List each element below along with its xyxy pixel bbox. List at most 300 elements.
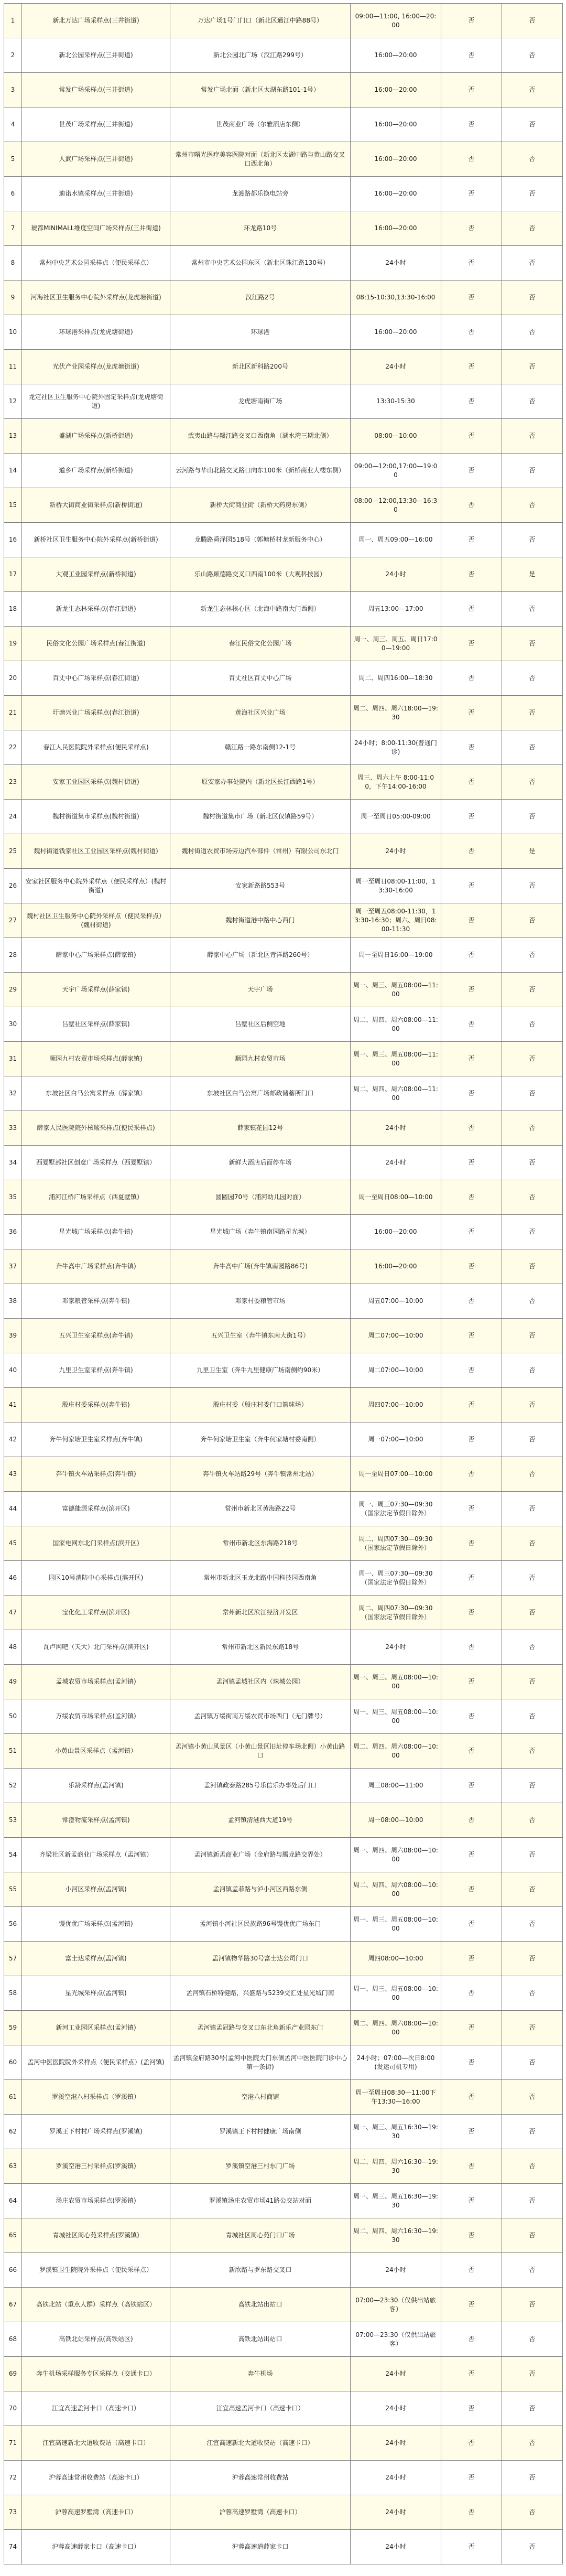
site-address: 龙渡路都乐换电站旁 xyxy=(170,177,351,211)
table-row xyxy=(4,661,563,696)
site-name: 奔牛机场采样服务专区采样点（交通卡口） xyxy=(22,2357,170,2391)
table-row xyxy=(4,454,563,488)
row-index: 12 xyxy=(4,384,22,419)
site-address: 孟河镇新孟商业广场（金府路与腾龙路交界处） xyxy=(170,1838,351,1872)
column-6-value: 否 xyxy=(502,2149,563,2184)
column-6-value: 否 xyxy=(502,107,563,142)
service-hours: 07:00—23:30（仅供出站旅客） xyxy=(351,2322,441,2357)
service-hours: 周一至周日08:00-11:00，13:30-16:00 xyxy=(351,869,441,903)
row-index: 35 xyxy=(4,1180,22,1215)
service-hours: 周一至周日07:00—10:00 xyxy=(351,1457,441,1492)
service-hours: 周一、周三、周五08:00—11:00 xyxy=(351,1042,441,1076)
service-hours: 周二07:00—10:00 xyxy=(351,1319,441,1353)
column-6-value: 否 xyxy=(502,2184,563,2218)
site-name: 星光城采样点(孟河镇) xyxy=(22,1976,170,2011)
site-address: 安家新路路553号 xyxy=(170,869,351,903)
column-6-value: 否 xyxy=(502,661,563,696)
table-row xyxy=(4,419,563,454)
column-5-value: 否 xyxy=(441,523,502,557)
column-6-value: 否 xyxy=(502,627,563,661)
site-name: 新河工业园区采样点(孟河镇) xyxy=(22,2011,170,2045)
column-5-value: 否 xyxy=(441,419,502,454)
row-index: 56 xyxy=(4,1907,22,1942)
table-row xyxy=(4,1007,563,1042)
column-5-value: 否 xyxy=(441,557,502,592)
site-name: 魏村街道集市采样点(魏村街道) xyxy=(22,800,170,834)
site-address: 原安家办事处院内（新北区长江西路1号） xyxy=(170,765,351,800)
column-5-value: 否 xyxy=(441,246,502,281)
row-index: 13 xyxy=(4,419,22,454)
table-row xyxy=(4,2045,563,2080)
column-6-value: 否 xyxy=(502,1146,563,1180)
table-row xyxy=(4,246,563,281)
site-address: 常州新北区滨江经济开发区 xyxy=(170,1596,351,1630)
site-name: 沪蓉高速常州收费站（高速卡口） xyxy=(22,2461,170,2495)
column-6-value: 否 xyxy=(502,1838,563,1872)
column-5-value: 否 xyxy=(441,1838,502,1872)
table-row xyxy=(4,1284,563,1319)
site-address: 罗溪镇王下村村健康广场南侧 xyxy=(170,2115,351,2149)
column-6-value: 否 xyxy=(502,1561,563,1596)
site-name: 圩塘兴业广场采样点(春江街道) xyxy=(22,696,170,730)
site-address: 魏村街道集市广场（新北区仅镇路59号） xyxy=(170,800,351,834)
column-5-value: 否 xyxy=(441,142,502,177)
column-6-value: 否 xyxy=(502,1076,563,1111)
site-address: 空港八村商铺 xyxy=(170,2080,351,2115)
row-index: 38 xyxy=(4,1284,22,1319)
row-index: 28 xyxy=(4,938,22,973)
site-name: 星光城广场采样点(奔牛镇) xyxy=(22,1215,170,1249)
site-address: 孟河镇孟冠路与交叉口东北角新乐产业园东门 xyxy=(170,2011,351,2045)
table-row xyxy=(4,1838,563,1872)
service-hours: 周一、周三、周五08:00—10:00 xyxy=(351,1699,441,1734)
site-name: 奔牛何家塘卫生室采样点(奔牛镇) xyxy=(22,1422,170,1457)
service-hours: 周一、周四、周六08:00—10:00 xyxy=(351,1838,441,1872)
row-index: 3 xyxy=(4,73,22,107)
column-6-value: 否 xyxy=(502,73,563,107)
site-address: 高铁北站出站口 xyxy=(170,2322,351,2357)
site-address: 常州市曙光医疗美容医院对面（新北区太湖中路与黄山路交叉口西北角） xyxy=(170,142,351,177)
site-address: 新鲜大酒店后面停车场 xyxy=(170,1146,351,1180)
column-5-value: 否 xyxy=(441,2357,502,2391)
site-name: 沪蓉高速薛家卡口（高速卡口） xyxy=(22,2530,170,2564)
site-address: 环龙路10号 xyxy=(170,211,351,246)
service-hours: 24小时 xyxy=(351,2253,441,2288)
column-5-value: 否 xyxy=(441,1249,502,1284)
site-address: 魏村街道港中路中心西门 xyxy=(170,903,351,938)
table-row xyxy=(4,1042,563,1076)
column-6-value: 否 xyxy=(502,2218,563,2253)
service-hours: 08:15-10:30,13:30-16:00 xyxy=(351,281,441,315)
service-hours: 08:00—10:00 xyxy=(351,419,441,454)
site-address: 龙虎塘南街广场 xyxy=(170,384,351,419)
site-address: 武夷山路与赣江路交叉口西南角（湖水湾三期北侧） xyxy=(170,419,351,454)
site-address: 江宜高速新北大道收费站（高速卡口） xyxy=(170,2426,351,2461)
table-row xyxy=(4,2391,563,2426)
table-row xyxy=(4,1492,563,1526)
row-index: 1 xyxy=(4,4,22,38)
row-index: 14 xyxy=(4,454,22,488)
site-name: 薛家人民医院院外核酸采样点(便民采样点) xyxy=(22,1111,170,1146)
table-row xyxy=(4,1976,563,2011)
site-address: 世茂商业广场（尔雅酒店东侧） xyxy=(170,107,351,142)
site-name: 青城社区周心苑采样点(罗溪镇) xyxy=(22,2218,170,2253)
table-row xyxy=(4,800,563,834)
row-index: 71 xyxy=(4,2426,22,2461)
site-name: 高铁北站采样点(高铁站区) xyxy=(22,2322,170,2357)
service-hours: 周二、周四、周六18:00—19:30 xyxy=(351,696,441,730)
service-hours: 24小时 xyxy=(351,2357,441,2391)
site-address: 新桥大街商业街（新桥大药房东侧） xyxy=(170,488,351,523)
row-index: 33 xyxy=(4,1111,22,1146)
column-6-value: 否 xyxy=(502,1422,563,1457)
row-index: 37 xyxy=(4,1249,22,1284)
table-row xyxy=(4,1180,563,1215)
site-address: 圆圆园70号（浦河幼儿园对面） xyxy=(170,1180,351,1215)
column-6-value: 否 xyxy=(502,281,563,315)
table-row xyxy=(4,2288,563,2322)
row-index: 19 xyxy=(4,627,22,661)
row-index: 73 xyxy=(4,2495,22,2530)
table-row xyxy=(4,1111,563,1146)
site-name: 万绥农贸市场采样点(孟河镇) xyxy=(22,1699,170,1734)
service-hours: 周一至周日08:30—11:00下午13:30—16:00 xyxy=(351,2080,441,2115)
column-5-value: 否 xyxy=(441,1769,502,1803)
site-address: 孟河镇万绥街南万绥农贸市场西门（无门牌号） xyxy=(170,1699,351,1734)
column-6-value: 否 xyxy=(502,1353,563,1388)
site-name: 孟城农贸市场采样点(孟河镇) xyxy=(22,1665,170,1699)
row-index: 63 xyxy=(4,2149,22,2184)
column-6-value: 否 xyxy=(502,2322,563,2357)
site-name: 乐龄采样点(孟河镇) xyxy=(22,1769,170,1803)
table-row xyxy=(4,1907,563,1942)
column-5-value: 否 xyxy=(441,696,502,730)
site-address: 常州市中央艺术公园东区（新北区珠江路130号） xyxy=(170,246,351,281)
site-name: 邓家粮管采样点(奔牛镇) xyxy=(22,1284,170,1319)
row-index: 59 xyxy=(4,2011,22,2045)
column-5-value: 否 xyxy=(441,1388,502,1422)
service-hours: 周一、周三07:30—09:30（国家法定节假日除外） xyxy=(351,1561,441,1596)
column-6-value: 否 xyxy=(502,1284,563,1319)
column-6-value: 否 xyxy=(502,488,563,523)
row-index: 58 xyxy=(4,1976,22,2011)
site-address: 新欣路与罗东路交叉口 xyxy=(170,2253,351,2288)
column-6-value: 否 xyxy=(502,2357,563,2391)
row-index: 36 xyxy=(4,1215,22,1249)
column-5-value: 否 xyxy=(441,903,502,938)
site-address: 高铁北站出站口 xyxy=(170,2288,351,2322)
column-6-value: 否 xyxy=(502,765,563,800)
column-6-value: 否 xyxy=(502,696,563,730)
site-name: 馒优优广场采样点(孟河镇) xyxy=(22,1907,170,1942)
column-6-value: 否 xyxy=(502,1492,563,1526)
site-name: 光伏产业园采样点(龙虎塘街道) xyxy=(22,350,170,384)
service-hours: 24小时；07:00—次日8:00(发运司机专用) xyxy=(351,2045,441,2080)
table-row xyxy=(4,1630,563,1665)
column-6-value: 否 xyxy=(502,2461,563,2495)
site-address: 沪蓉高速罗墅湾（高速卡口） xyxy=(170,2495,351,2530)
site-name: 吕墅社区采样点(薛家镇) xyxy=(22,1007,170,1042)
column-6-value: 否 xyxy=(502,1596,563,1630)
row-index: 70 xyxy=(4,2391,22,2426)
service-hours: 周一08:00—10:00 xyxy=(351,1803,441,1838)
site-address: 薛家中心广场（新北区青洋路260号） xyxy=(170,938,351,973)
column-5-value: 否 xyxy=(441,1561,502,1596)
row-index: 11 xyxy=(4,350,22,384)
column-5-value: 否 xyxy=(441,1422,502,1457)
site-name: 常澄物流采样点(孟河镇) xyxy=(22,1803,170,1838)
site-address: 常州市新北区玉龙北路中国科技园西南角 xyxy=(170,1561,351,1596)
table-row xyxy=(4,350,563,384)
site-address: 春江民俗文化公园广场 xyxy=(170,627,351,661)
service-hours: 16:00—20:00 xyxy=(351,211,441,246)
site-name: 龙定社区卫生服务中心院外固定采样点(龙虎塘街道) xyxy=(22,384,170,419)
site-address: 魏村街道农贸市场旁边汽车部件（常州）有限公司东北门 xyxy=(170,834,351,869)
column-6-value: 否 xyxy=(502,246,563,281)
row-index: 62 xyxy=(4,2115,22,2149)
site-name: 园区10号消防中心采样点(滨开区) xyxy=(22,1561,170,1596)
column-6-value: 否 xyxy=(502,730,563,765)
column-6-value: 否 xyxy=(502,2530,563,2564)
column-5-value: 否 xyxy=(441,177,502,211)
table-row xyxy=(4,869,563,903)
site-name: 江宜高速新北大道收费站（高速卡口） xyxy=(22,2426,170,2461)
row-index: 17 xyxy=(4,557,22,592)
site-address: 孟河镇石桥特健路，兴盛路与5239交汇处星光城门南 xyxy=(170,1976,351,2011)
column-5-value: 否 xyxy=(441,1976,502,2011)
site-address: 奔牛高中广场(奔牛镇南园路86号) xyxy=(170,1249,351,1284)
column-5-value: 否 xyxy=(441,800,502,834)
row-index: 61 xyxy=(4,2080,22,2115)
table-row xyxy=(4,2218,563,2253)
site-name: 新桥大街商业街采样点(新桥街道) xyxy=(22,488,170,523)
service-hours: 24小时 xyxy=(351,2461,441,2495)
site-name: 殷庄村委采样点(奔牛镇) xyxy=(22,1388,170,1422)
column-5-value: 否 xyxy=(441,315,502,350)
site-name: 孟河中医医院院外采样点（便民采样点）(孟河镇) xyxy=(22,2045,170,2080)
row-index: 67 xyxy=(4,2288,22,2322)
column-5-value: 否 xyxy=(441,1042,502,1076)
service-hours: 周一至周日08:00—10:00 xyxy=(351,1180,441,1215)
column-6-value: 否 xyxy=(502,1769,563,1803)
row-index: 24 xyxy=(4,800,22,834)
site-address: 星光城广场（奔牛镇南园路星光城） xyxy=(170,1215,351,1249)
site-address: 奔牛镇火车站路29号（奔牛镇常州北站） xyxy=(170,1457,351,1492)
sampling-sites-table xyxy=(4,3,563,2564)
table-row xyxy=(4,2011,563,2045)
table-row xyxy=(4,1561,563,1596)
row-index: 41 xyxy=(4,1388,22,1422)
column-6-value: 否 xyxy=(502,1630,563,1665)
service-hours: 周一至周日16:00—19:00 xyxy=(351,938,441,973)
site-address: 孟河镇清港西大道19号 xyxy=(170,1803,351,1838)
table-body xyxy=(4,4,563,2564)
column-5-value: 否 xyxy=(441,1526,502,1561)
column-5-value: 否 xyxy=(441,1942,502,1976)
service-hours: 周一、周三、周五08:00—10:00 xyxy=(351,1665,441,1699)
column-6-value: 否 xyxy=(502,384,563,419)
column-6-value: 否 xyxy=(502,1803,563,1838)
service-hours: 24小时 xyxy=(351,2495,441,2530)
column-6-value: 否 xyxy=(502,1388,563,1422)
table-row xyxy=(4,488,563,523)
column-5-value: 否 xyxy=(441,869,502,903)
site-address: 五兴卫生室（奔牛镇东南大街1号） xyxy=(170,1319,351,1353)
row-index: 50 xyxy=(4,1699,22,1734)
column-6-value: 否 xyxy=(502,1249,563,1284)
column-6-value: 否 xyxy=(502,315,563,350)
table-row xyxy=(4,2530,563,2564)
site-name: 罗溪镇卫生院院外采样点（便民采样点） xyxy=(22,2253,170,2288)
column-5-value: 否 xyxy=(441,2461,502,2495)
table-row xyxy=(4,1457,563,1492)
site-address: 东坡社区白马公寓广场邮政储蓄所门口 xyxy=(170,1076,351,1111)
column-6-value: 否 xyxy=(502,1942,563,1976)
column-5-value: 否 xyxy=(441,2011,502,2045)
site-address: 黄海社区兴业广场 xyxy=(170,696,351,730)
service-hours: 周二、周四、周六08:00—10:00 xyxy=(351,2011,441,2045)
row-index: 8 xyxy=(4,246,22,281)
column-6-value: 否 xyxy=(502,1665,563,1699)
row-index: 21 xyxy=(4,696,22,730)
column-5-value: 否 xyxy=(441,730,502,765)
row-index: 16 xyxy=(4,523,22,557)
column-6-value: 否 xyxy=(502,419,563,454)
column-5-value: 否 xyxy=(441,1180,502,1215)
table-row xyxy=(4,765,563,800)
service-hours: 周三、周六上午 8:00-11:00，下午14:00-16:00 xyxy=(351,765,441,800)
column-6-value: 是 xyxy=(502,557,563,592)
site-name: 天宇广场采样点(薛家镇) xyxy=(22,973,170,1007)
site-name: 浦河江桥广场采样点（西夏墅镇） xyxy=(22,1180,170,1215)
column-5-value: 否 xyxy=(441,1872,502,1907)
column-5-value: 否 xyxy=(441,592,502,627)
site-address: 青城社区周心苑门口广场 xyxy=(170,2218,351,2253)
table-row xyxy=(4,2461,563,2495)
row-index: 25 xyxy=(4,834,22,869)
row-index: 18 xyxy=(4,592,22,627)
column-6-value: 否 xyxy=(502,1526,563,1561)
site-address: 孟河镇物华路30号富士达公司门口 xyxy=(170,1942,351,1976)
column-5-value: 否 xyxy=(441,2218,502,2253)
table-row xyxy=(4,1734,563,1769)
site-name: 东坡社区白马公寓采样点（薛家镇） xyxy=(22,1076,170,1111)
site-name: 九里卫生室采样点(奔牛镇) xyxy=(22,1353,170,1388)
table-row xyxy=(4,730,563,765)
site-name: 小河区采样点(孟河镇) xyxy=(22,1872,170,1907)
site-address: 沪蓉高速常州收费站 xyxy=(170,2461,351,2495)
table-row xyxy=(4,1872,563,1907)
service-hours: 24小时 xyxy=(351,1630,441,1665)
column-5-value: 否 xyxy=(441,661,502,696)
service-hours: 24小时 xyxy=(351,2391,441,2426)
row-index: 4 xyxy=(4,107,22,142)
service-hours: 24小时 xyxy=(351,1111,441,1146)
column-6-value: 否 xyxy=(502,350,563,384)
site-address: 薛家镇花园12号 xyxy=(170,1111,351,1146)
column-5-value: 否 xyxy=(441,38,502,73)
column-5-value: 否 xyxy=(441,2149,502,2184)
service-hours: 24小时；8:00-11:30(普通门诊) xyxy=(351,730,441,765)
column-5-value: 否 xyxy=(441,2322,502,2357)
column-6-value: 否 xyxy=(502,2495,563,2530)
site-address: 顺园九村农贸市场 xyxy=(170,1042,351,1076)
site-address: 乐山路顾德路交叉口西南100米（大观科技园） xyxy=(170,557,351,592)
column-5-value: 否 xyxy=(441,1457,502,1492)
site-name: 罗溪王下村村广场采样点(罗溪镇) xyxy=(22,2115,170,2149)
service-hours: 周二、周四07:30—09:30（国家法定节假日除外） xyxy=(351,1596,441,1630)
column-6-value: 否 xyxy=(502,38,563,73)
service-hours: 周二、周四16:00—18:30 xyxy=(351,661,441,696)
table-row xyxy=(4,903,563,938)
column-5-value: 否 xyxy=(441,107,502,142)
row-index: 20 xyxy=(4,661,22,696)
column-5-value: 否 xyxy=(441,454,502,488)
service-hours: 周二、周四、周六16:30—19:30 xyxy=(351,2218,441,2253)
column-6-value: 否 xyxy=(502,4,563,38)
table-row xyxy=(4,73,563,107)
table-row xyxy=(4,177,563,211)
service-hours: 16:00—20:00 xyxy=(351,315,441,350)
column-5-value: 否 xyxy=(441,1215,502,1249)
service-hours: 09:00—11:00, 16:00—20:00 xyxy=(351,4,441,38)
site-address: 奔牛何家塘卫生室（奔牛何家塘村委南侧） xyxy=(170,1422,351,1457)
site-name: 国家电网东北门采样点(滨开区) xyxy=(22,1526,170,1561)
service-hours: 周四08:00—10:00 xyxy=(351,1942,441,1976)
service-hours: 24小时 xyxy=(351,834,441,869)
site-address: 环球港 xyxy=(170,315,351,350)
column-5-value: 否 xyxy=(441,4,502,38)
site-name: 新桥社区卫生服务中心院外采样点(新桥街道) xyxy=(22,523,170,557)
site-address: 沪蓉高速道薛家卡口 xyxy=(170,2530,351,2564)
site-name: 新北公园采样点(三井街道) xyxy=(22,38,170,73)
site-name: 世茂广场采样点(三井街道) xyxy=(22,107,170,142)
site-name: 民俗文化公园广场采样点(春江街道) xyxy=(22,627,170,661)
column-5-value: 否 xyxy=(441,488,502,523)
site-address: 孟河镇孟城社区内（珠城公园） xyxy=(170,1665,351,1699)
site-address: 百丈社区百丈中心广场 xyxy=(170,661,351,696)
site-name: 春江人民医院院外采样点(便民采样点) xyxy=(22,730,170,765)
row-index: 2 xyxy=(4,38,22,73)
row-index: 22 xyxy=(4,730,22,765)
site-name: 盛湖广场采样点(新桥街道) xyxy=(22,419,170,454)
column-6-value: 否 xyxy=(502,1976,563,2011)
service-hours: 24小时 xyxy=(351,2530,441,2564)
site-address: 殷庄村委（殷庄村委门口篮球场） xyxy=(170,1388,351,1422)
column-6-value: 否 xyxy=(502,592,563,627)
site-name: 江宜高速孟河卡口（高速卡口） xyxy=(22,2391,170,2426)
site-name: 常州中央艺术公园采样点（便民采样点） xyxy=(22,246,170,281)
column-6-value: 否 xyxy=(502,142,563,177)
table-row xyxy=(4,1215,563,1249)
site-name: 道乡广场采样点(新桥街道) xyxy=(22,454,170,488)
site-address: 奔牛机场 xyxy=(170,2357,351,2391)
column-5-value: 否 xyxy=(441,1803,502,1838)
site-address: 孟河镇金府路30号(孟河中医院大门东侧孟河中医医院门诊中心第一条街) xyxy=(170,2045,351,2080)
column-6-value: 否 xyxy=(502,1319,563,1353)
site-address: 万达广场1号门门口（新北区通江中路88号） xyxy=(170,4,351,38)
table-row xyxy=(4,938,563,973)
column-5-value: 否 xyxy=(441,2253,502,2288)
column-6-value: 否 xyxy=(502,1111,563,1146)
site-name: 奔牛高中广场采样点(奔牛镇) xyxy=(22,1249,170,1284)
table-row xyxy=(4,1146,563,1180)
table-row xyxy=(4,1249,563,1284)
table-row xyxy=(4,142,563,177)
site-name: 西夏墅部社区创意广场采样点（西夏墅镇） xyxy=(22,1146,170,1180)
service-hours: 周二、周四、周六08:00—10:00 xyxy=(351,1734,441,1769)
service-hours: 24小时 xyxy=(351,1146,441,1180)
